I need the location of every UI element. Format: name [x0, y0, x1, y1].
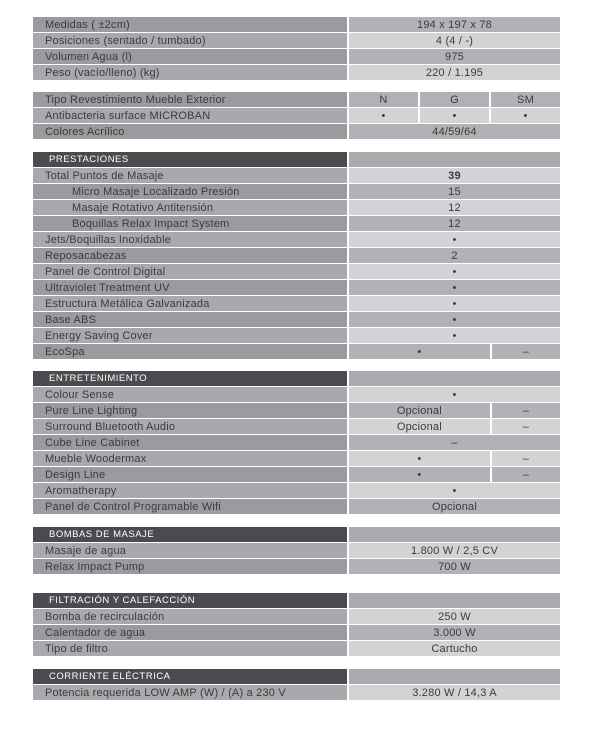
spec-label: EcoSpa	[33, 344, 347, 359]
spec-row	[33, 65, 560, 80]
section-header-title: BOMBAS DE MASAJE	[33, 527, 347, 542]
section-header-value-band	[349, 669, 560, 684]
spec-label: Pure Line Lighting	[33, 403, 347, 418]
spec-label: Surround Bluetooth Audio	[33, 419, 347, 434]
section-header-row	[33, 593, 560, 608]
section-header-row	[33, 371, 560, 386]
spec-value: Opcional	[349, 403, 490, 418]
spec-row	[33, 124, 560, 139]
value-dash: –	[492, 403, 560, 418]
value-bullet-icon: •	[349, 232, 560, 247]
spec-label: Panel de Control Programable Wifi	[33, 499, 347, 514]
value-bullet-icon: •	[491, 108, 560, 123]
spec-value: 44/59/64	[349, 124, 560, 139]
spec-label: Base ABS	[33, 312, 347, 327]
spec-row	[33, 92, 560, 107]
spec-row	[33, 296, 560, 311]
spec-row	[33, 17, 560, 32]
section-header-row	[33, 669, 560, 684]
spec-row	[33, 419, 560, 434]
spec-value: 12	[349, 216, 560, 231]
spec-label: Peso (vacío/lleno) (kg)	[33, 65, 347, 80]
spec-value: 1.800 W / 2,5 CV	[349, 543, 560, 558]
spec-row	[33, 312, 560, 327]
spec-label: Masaje de agua	[33, 543, 347, 558]
spec-label: Boquillas Relax Impact System	[33, 216, 347, 231]
section-header-title: PRESTACIONES	[33, 152, 347, 167]
spec-row	[33, 33, 560, 48]
spec-row	[33, 108, 560, 123]
value-bullet-icon: •	[420, 108, 489, 123]
value-bullet-icon: •	[349, 280, 560, 295]
spec-table	[33, 17, 560, 701]
spec-label: Design Line	[33, 467, 347, 482]
spec-label: Tipo de filtro	[33, 641, 347, 656]
spec-value: 3.280 W / 14,3 A	[349, 685, 560, 700]
spec-row	[33, 168, 560, 183]
spec-row	[33, 387, 560, 402]
spec-row	[33, 184, 560, 199]
spec-row	[33, 685, 560, 700]
value-bullet-icon: •	[349, 312, 560, 327]
spec-label: Tipo Revestimiento Mueble Exterior	[33, 92, 347, 107]
spec-row	[33, 467, 560, 482]
spec-section	[33, 92, 560, 140]
spec-row	[33, 344, 560, 359]
spec-value: Cartucho	[349, 641, 560, 656]
spec-row	[33, 248, 560, 263]
value-bullet-icon: •	[349, 387, 560, 402]
spec-label: Energy Saving Cover	[33, 328, 347, 343]
spec-label: Antibacteria surface MICROBAN	[33, 108, 347, 123]
spec-section	[33, 593, 560, 657]
spec-label: Aromatherapy	[33, 483, 347, 498]
value-dash: –	[492, 419, 560, 434]
value-dash: –	[492, 467, 560, 482]
spec-row	[33, 483, 560, 498]
spec-value: Opcional	[349, 419, 490, 434]
spec-section	[33, 371, 560, 515]
spec-row	[33, 543, 560, 558]
value-bullet-icon: •	[349, 296, 560, 311]
spec-row	[33, 451, 560, 466]
spec-value: SM	[491, 92, 560, 107]
spec-value: 12	[349, 200, 560, 215]
spec-label: Masaje Rotativo Antitensión	[33, 200, 347, 215]
value-dash: –	[349, 435, 560, 450]
spec-value: 194 x 197 x 78	[349, 17, 560, 32]
spec-label: Estructura Metálica Galvanizada	[33, 296, 347, 311]
spec-label: Volumen Agua (l)	[33, 49, 347, 64]
section-header-title: ENTRETENIMIENTO	[33, 371, 347, 386]
spec-label: Potencia requerida LOW AMP (W) / (A) a 230 V	[33, 685, 347, 700]
spec-label: Colores Acrílico	[33, 124, 347, 139]
value-bullet-icon: •	[349, 483, 560, 498]
spec-label: Bomba de recirculación	[33, 609, 347, 624]
spec-value: 700 W	[349, 559, 560, 574]
spec-row	[33, 200, 560, 215]
spec-row	[33, 216, 560, 231]
spec-section	[33, 669, 560, 701]
spec-value: N	[349, 92, 418, 107]
spec-label: Medidas ( ±2cm)	[33, 17, 347, 32]
section-header-value-band	[349, 593, 560, 608]
value-bullet-icon: •	[349, 344, 490, 359]
spec-value: 15	[349, 184, 560, 199]
spec-row	[33, 232, 560, 247]
section-header-row	[33, 527, 560, 542]
section-header-title: FILTRACIÓN Y CALEFACCIÓN	[33, 593, 347, 608]
value-bullet-icon: •	[349, 467, 490, 482]
spec-value: 975	[349, 49, 560, 64]
value-bullet-icon: •	[349, 108, 418, 123]
spec-section	[33, 527, 560, 575]
spec-value: 2	[349, 248, 560, 263]
spec-label: Total Puntos de Masaje	[33, 168, 347, 183]
spec-row	[33, 328, 560, 343]
section-header-value-band	[349, 371, 560, 386]
spec-label: Reposacabezas	[33, 248, 347, 263]
spec-value: 250 W	[349, 609, 560, 624]
spec-value: 4 (4 / -)	[349, 33, 560, 48]
spec-row	[33, 264, 560, 279]
spec-row	[33, 641, 560, 656]
spec-label: Ultraviolet Treatment UV	[33, 280, 347, 295]
spec-value: 39	[349, 168, 560, 183]
spec-label: Calentador de agua	[33, 625, 347, 640]
spec-label: Mueble Woodermax	[33, 451, 347, 466]
spec-section	[33, 17, 560, 81]
spec-value: 220 / 1.195	[349, 65, 560, 80]
spec-row	[33, 609, 560, 624]
spec-label: Posiciones (sentado / tumbado)	[33, 33, 347, 48]
spec-row	[33, 49, 560, 64]
spec-label: Cube Line Cabinet	[33, 435, 347, 450]
value-dash: –	[492, 344, 560, 359]
spec-label: Relax Impact Pump	[33, 559, 347, 574]
spec-row	[33, 559, 560, 574]
section-header-title: CORRIENTE ELÉCTRICA	[33, 669, 347, 684]
spec-label: Jets/Boquillas Inoxidable	[33, 232, 347, 247]
value-bullet-icon: •	[349, 328, 560, 343]
spec-section	[33, 152, 560, 360]
value-bullet-icon: •	[349, 451, 490, 466]
spec-row	[33, 625, 560, 640]
section-header-value-band	[349, 527, 560, 542]
spec-value: 3.000 W	[349, 625, 560, 640]
value-dash: –	[492, 451, 560, 466]
spec-value: Opcional	[349, 499, 560, 514]
spec-row	[33, 435, 560, 450]
spec-row	[33, 280, 560, 295]
spec-row	[33, 499, 560, 514]
spec-label: Panel de Control Digital	[33, 264, 347, 279]
value-bullet-icon: •	[349, 264, 560, 279]
spec-row	[33, 403, 560, 418]
spec-value: G	[420, 92, 489, 107]
section-header-value-band	[349, 152, 560, 167]
section-header-row	[33, 152, 560, 167]
spec-label: Colour Sense	[33, 387, 347, 402]
spec-label: Micro Masaje Localizado Presión	[33, 184, 347, 199]
